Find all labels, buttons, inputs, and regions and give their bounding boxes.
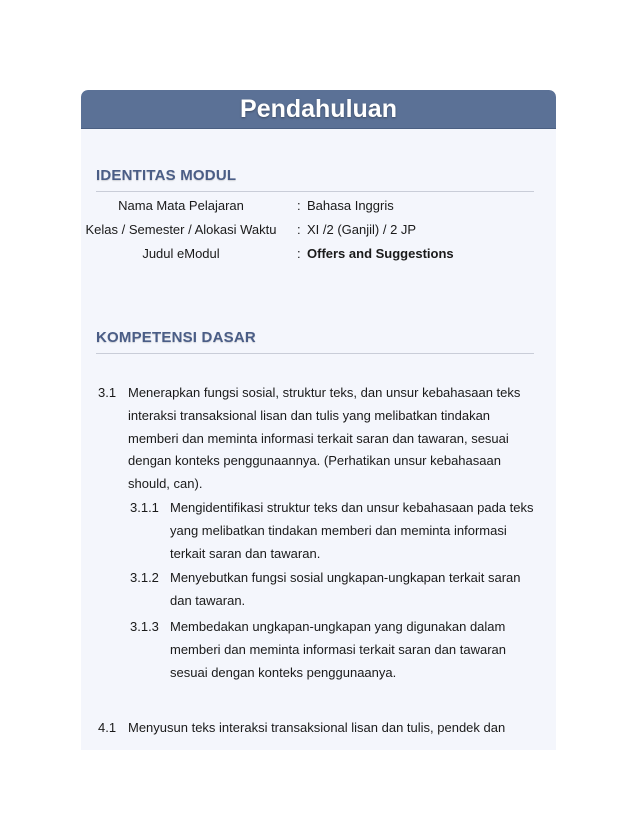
kd-line: interaksi transaksional lisan dan tulis yang melibatkan tindakan <box>128 407 491 423</box>
kd-line: Menyebutkan fungsi sosial ungkapan-ungkapan terkait saran <box>170 570 521 585</box>
identitas-label: Judul eModul <box>142 246 220 261</box>
identitas-value: Offers and Suggestions <box>307 246 454 261</box>
kd-number: 3.1.1 <box>130 500 159 515</box>
kd-text <box>128 717 548 740</box>
identitas-colon: : <box>297 246 301 261</box>
kd-line: Membedakan ungkapan-ungkapan yang digunakan dalam <box>170 619 506 634</box>
kd-line: sesuai dengan konteks penggunaanya. <box>170 664 397 680</box>
kd-line: Menerapkan fungsi sosial, struktur teks, dan unsur kebahasaan teks <box>128 385 521 400</box>
identitas-label: Nama Mata Pelajaran <box>118 198 244 213</box>
identitas-label: Kelas / Semester / Alokasi Waktu <box>85 222 277 237</box>
header-bar <box>81 90 556 129</box>
kd-line: memberi dan meminta informasi terkait saran dan tawaran, sesuai <box>128 430 509 446</box>
kd-line: Menyusun teks interaksi transaksional lisan dan tulis, pendek dan <box>128 720 506 735</box>
kd-text <box>170 616 550 684</box>
kd-line: terkait saran dan tawaran. <box>170 545 321 561</box>
kompetensi-divider <box>96 353 534 354</box>
identitas-title: IDENTITAS MODUL <box>96 167 237 184</box>
page-title: Pendahuluan <box>240 94 397 123</box>
identitas-row <box>81 198 556 216</box>
kd-text <box>170 497 550 565</box>
module-panel <box>81 90 556 750</box>
identitas-row <box>81 246 556 264</box>
identitas-value: Bahasa Inggris <box>307 198 394 213</box>
kd-number: 3.1.3 <box>130 619 159 634</box>
identitas-colon: : <box>297 222 301 237</box>
kd-line: memberi dan meminta informasi terkait saran dan tawaran <box>170 641 506 657</box>
kd-line: dengan konteks penggunaannya. (Perhatikan unsur kebahasaan <box>128 453 501 469</box>
kompetensi-title: KOMPETENSI DASAR <box>96 329 256 346</box>
identitas-row <box>81 222 556 240</box>
kd-line: should, can). <box>128 476 203 492</box>
kd-text <box>128 382 548 496</box>
kd-number: 3.1 <box>98 385 117 400</box>
kd-number: 4.1 <box>98 720 117 735</box>
kd-line: Mengidentifikasi struktur teks dan unsur kebahasaan pada teks <box>170 500 534 515</box>
identitas-value: XI /2 (Ganjil) / 2 JP <box>307 222 417 237</box>
kd-line: dan tawaran. <box>170 592 246 608</box>
kd-line: yang melibatkan tindakan memberi dan meminta informasi <box>170 522 507 538</box>
kd-number: 3.1.2 <box>130 570 159 585</box>
kd-text <box>170 567 550 613</box>
identitas-divider <box>96 191 534 192</box>
identitas-colon: : <box>297 198 301 213</box>
